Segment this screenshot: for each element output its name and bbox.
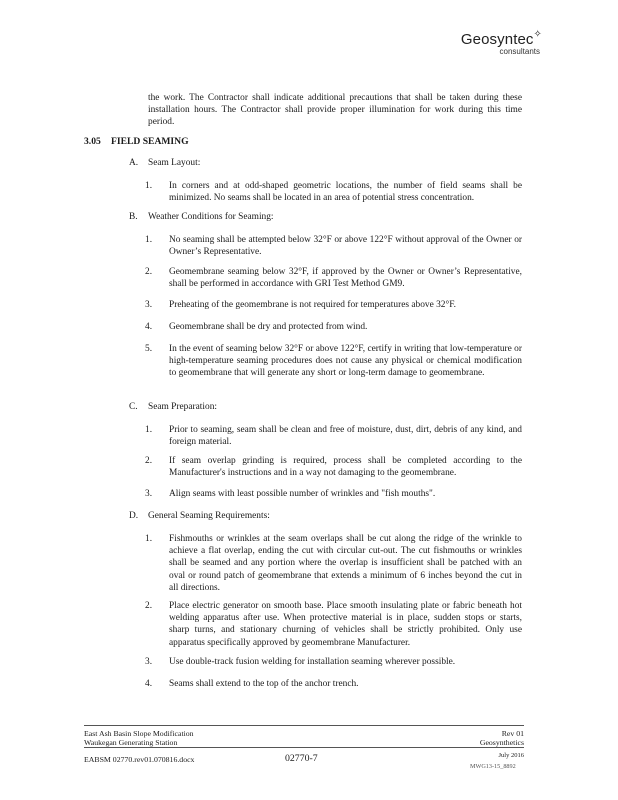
list-item [145, 678, 522, 690]
list-item [145, 656, 522, 668]
footer-revision: Rev 01 [501, 729, 524, 738]
item-number: 5. [145, 344, 153, 354]
item-text: If seam overlap grinding is required, process shall be completed according to the Manufacturer's instructions and in a way not damaging to the geomembrane. [169, 456, 522, 479]
list-item [145, 600, 522, 649]
list-item [145, 234, 522, 258]
subsection-heading [129, 212, 274, 222]
bates-stamp: MWG13-15_8892 [470, 763, 516, 770]
subsection-letter: A. [129, 158, 139, 168]
subsection-letter: D. [129, 511, 139, 521]
subsection-title: Weather Conditions for Seaming: [148, 212, 274, 222]
footer-site: Waukegan Generating Station [84, 738, 178, 747]
list-item [145, 321, 522, 333]
footer-date: July 2016 [498, 752, 524, 759]
item-text: Seams shall extend to the top of the anchor trench. [169, 679, 359, 689]
item-text: No seaming shall be attempted below 32°F or above 122°F without approval of the Owner or Owner’s Representative. [169, 235, 522, 258]
item-number: 3. [145, 489, 153, 499]
footer-section-name: Geosynthetics [479, 738, 524, 747]
item-number: 2. [145, 267, 153, 277]
item-text: In corners and at odd-shaped geometric locations, the number of field seams shall be minimized. No seams shall be located in an area of potential stress concentration. [169, 181, 522, 204]
item-text: Align seams with least possible number of wrinkles and "fish mouths". [169, 489, 436, 499]
section-number: 3.05 [84, 136, 101, 147]
section-heading [84, 136, 189, 147]
item-text: Preheating of the geomembrane is not required for temperatures above 32°F. [169, 300, 457, 310]
item-text: In the event of seaming below 32°F or above 122°F, certify in writing that low-temperature or high-temperature seaming procedures does not cause any physical or chemical modification to geomembrane that will generate any short or long-term damage to geomembrane. [169, 344, 522, 379]
list-item [145, 455, 522, 479]
list-item [145, 424, 522, 448]
logo-star-icon: ✧ [533, 29, 542, 40]
subsection-letter: B. [129, 212, 138, 222]
item-number: 2. [145, 601, 153, 611]
subsection-heading [129, 402, 217, 412]
item-text: Geomembrane seaming below 32°F, if approved by the Owner or Owner’s Representative, shall be performed in accordance with GRI Test Method GM9. [169, 267, 522, 290]
list-item [145, 533, 522, 594]
item-number: 3. [145, 300, 153, 310]
item-number: 3. [145, 657, 153, 667]
list-item [145, 299, 522, 311]
subsection-letter: C. [129, 402, 138, 412]
subsection-heading [129, 158, 200, 168]
logo-subtitle: consultants [499, 47, 540, 56]
intro-paragraph: the work. The Contractor shall indicate additional precautions that shall be taken during these installation hours. The Contractor shall provide proper illumination for work during this time period. [148, 93, 522, 128]
item-text: Place electric generator on smooth base. Place smooth insulating plate or fabric beneath hot welding apparatus after use. When protective material is in place, sudden stops or starts, sharp turns, and stationary churning of vehicles shall be strictly prohibited. Only use apparatus specifically approved by geomembrane Manufacturer. [169, 601, 522, 648]
item-text: Use double-track fusion welding for installation seaming wherever possible. [169, 657, 456, 667]
item-number: 4. [145, 679, 153, 689]
item-number: 2. [145, 456, 153, 466]
subsection-title: General Seaming Requirements: [148, 511, 270, 521]
footer-rule-bottom [84, 747, 524, 748]
list-item [145, 180, 522, 204]
subsection-heading [129, 511, 270, 521]
item-number: 1. [145, 181, 153, 191]
list-item [145, 343, 522, 380]
item-number: 1. [145, 534, 153, 544]
footer-rule-top [84, 725, 524, 726]
subsection-title: Seam Layout: [148, 158, 201, 168]
footer-filename: EABSM 02770.rev01.070816.docx [84, 755, 195, 764]
item-number: 1. [145, 425, 153, 435]
item-text: Fishmouths or wrinkles at the seam overlaps shall be cut along the ridge of the wrinkle to achieve a flat overlap, ending the cut with circular cut-out. The cut fishmouths or wrinkles shall be seamed and any portion where the overlap is insufficient shall be patched with an oval or round patch of geomembrane that extends a minimum of 6 inches beyond the cut in all directions. [169, 534, 522, 593]
item-number: 1. [145, 235, 153, 245]
section-title: FIELD SEAMING [111, 136, 189, 147]
item-text: Prior to seaming, seam shall be clean and free of moisture, dust, dirt, debris of any kind, and foreign material. [169, 425, 522, 448]
geosyntec-logo [461, 31, 542, 56]
item-text: Geomembrane shall be dry and protected from wind. [169, 322, 368, 332]
list-item [145, 488, 522, 500]
page-number: 02770-7 [285, 753, 318, 764]
footer-project: East Ash Basin Slope Modification [84, 729, 194, 738]
list-item [145, 266, 522, 290]
subsection-title: Seam Preparation: [148, 402, 217, 412]
item-number: 4. [145, 322, 153, 332]
logo-name: Geosyntec [460, 31, 534, 48]
